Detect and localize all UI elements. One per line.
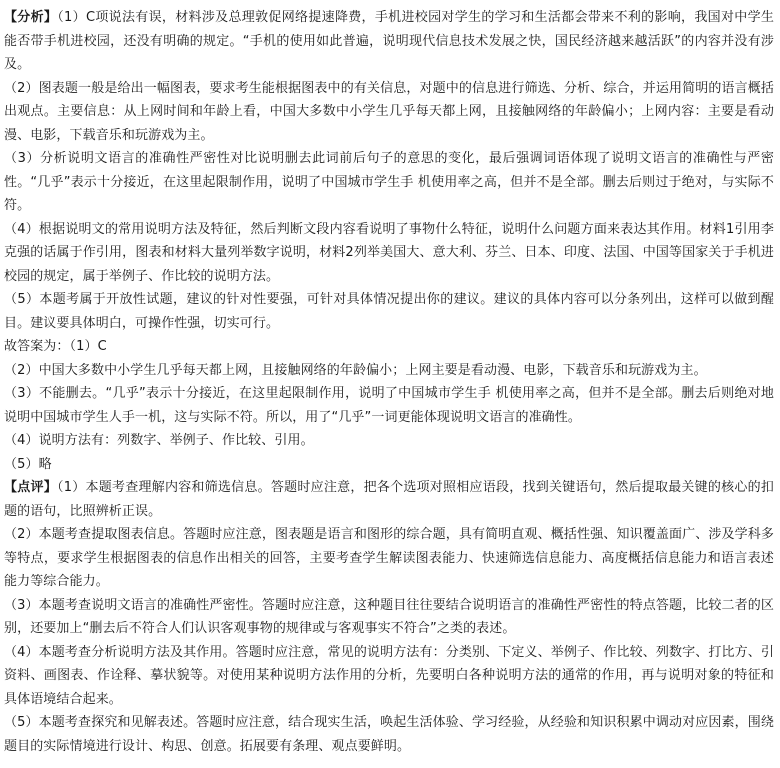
analysis-paragraph-2: （2）图表题一般是给出一幅图表，要求考生能根据图表中的有关信息，对题中的信息进行筛选、分析、综合，并运用简明的语言概括出观点。主要信息：从上网时间和年龄上看，中国大多数中小学生几乎每天都上网，且接触网络的年龄偏小；上网内容：主要是看动漫、电影，下载音乐和玩游戏为主。 — [4, 80, 774, 143]
analysis-paragraph-1 — [4, 6, 774, 77]
comment-paragraph-2: （2）本题考查提取图表信息。答题时应注意，图表题是语言和图形的综合题，具有简明直观、概括性强、知识覆盖面广、涉及学科多等特点，要求学生根据图表的信息作出相关的回答，主要考查学生解读图表能力、快速筛选信息能力、高度概括信息能力和语言表述能力等综合能力。 — [4, 527, 774, 589]
comment-paragraph-3: （3）本题考查说明文语言的准确性严密性。答题时应注意，这种题目往往要结合说明语言的准确性严密性的特点答题，比较二者的区别，还要加上“删去后不符合人们认识客观事物的规律或与客观事实不符合”之类的表述。 — [4, 597, 774, 636]
comment-text-1: （1）本题考查理解内容和筛选信息。答题时应注意，把各个选项对照相应语段，找到关键语句，然后提取最关键的核心的扣题的语句，比照辨析正误。 — [4, 480, 774, 519]
answer-paragraph-4: （4）说明方法有：列数字、举例子、作比较、引用。 — [4, 433, 314, 448]
analysis-paragraph-4: （4）根据说明文的常用说明方法及特征，然后判断文段内容看说明了事物什么特征，说明什么问题方面来表达其作用。材料1引用李克强的话属于作引用，图表和材料大量列举数字说明，材料2列举美国大、意大利、芬兰、日本、印度、法国、中国等国家关于手机进校园的规定，属于举例子、作比较的说明方法。 — [4, 221, 774, 284]
analysis-paragraph-5: （5）本题考属于开放性试题，建议的针对性要强，可针对具体情况提出你的建议。建议的具体内容可以分条列出，这样可以做到醒目。建议要具体明白，可操作性强，切实可行。 — [4, 292, 774, 331]
analysis-paragraph-3: （3）分析说明文语言的准确性严密性对比说明删去此词前后句子的意思的变化，最后强调词语体现了说明文语言的准确性与严密性。“几乎”表示十分接近，在这里起限制作用，说明了中国城市学生手 机使用率之高，但并不是全部。删去后则过于绝对，与实际不符。 — [4, 151, 774, 213]
analysis-text-1: （1）C项说法有误，材料涉及总理敦促网络提速降费，手机进校园对学生的学习和生活都会带来不利的影响，我国对中学生能否带手机进校园，还没有明确的规定。“手机的使用如此普遍，说明现代信息技术发展之快，国民经济越来越活跃”的内容并没有涉及。 — [4, 10, 774, 72]
answer-paragraph-2: （2）中国大多数中小学生几乎每天都上网，且接触网络的年龄偏小；上网主要是看动漫、电影，下载音乐和玩游戏为主。 — [4, 362, 707, 378]
comment-paragraph-4: （4）本题考查分析说明方法及其作用。答题时应注意，常见的说明方法有：分类别、下定义、举例子、作比较、列数字、打比方、引资料、画图表、作诠释、摹状貌等。对使用某种说明方法作用的分析，先要明白各种说明方法的通常的作用，再与说明对象的特征和具体语境结合起来。 — [4, 644, 774, 707]
analysis-tag: 【分析】 — [4, 10, 58, 25]
answer-paragraph-1: 故答案为：（1）C — [4, 339, 107, 354]
comment-paragraph-5: （5）本题考查探究和见解表述。答题时应注意，结合现实生活，唤起生活体验、学习经验，从经验和知识积累中调动对应因素，围绕题目的实际情境进行设计、构思、创意。拓展要有条理、观点要鲜明。 — [4, 715, 774, 754]
comment-tag: 【点评】 — [4, 480, 57, 495]
comment-paragraph-1 — [4, 476, 774, 523]
answer-paragraph-3: （3）不能删去。“几乎”表示十分接近，在这里起限制作用，说明了中国城市学生手 机使用率之高，但并不是全部。删去后则绝对地说明中国城市学生人手一机，这与实际不符。所以，用了“几乎”一词更能体现说明文语言的准确性。 — [4, 386, 774, 425]
answer-paragraph-5: （5）略 — [4, 456, 52, 472]
